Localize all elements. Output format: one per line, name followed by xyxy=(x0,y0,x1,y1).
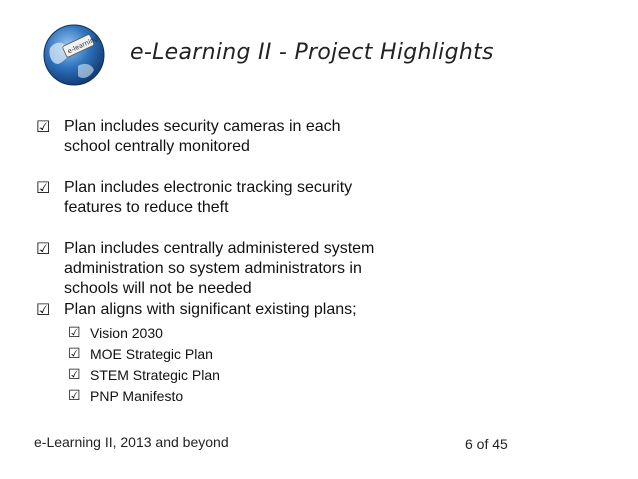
logo-text: e-learning xyxy=(66,34,100,56)
bullet-text xyxy=(64,117,464,157)
checkbox-icon: ☑ xyxy=(68,325,81,341)
checkbox-icon: ☑ xyxy=(68,367,81,383)
bullet-line: Plan includes security cameras in each xyxy=(64,118,341,135)
sub-bullet-text: PNP Manifesto xyxy=(90,388,184,404)
bullet-line: features to reduce theft xyxy=(64,199,229,216)
sub-bullet-text: STEM Strategic Plan xyxy=(90,367,220,383)
slide-title: e-Learning II - Project Highlights xyxy=(130,40,494,65)
bullet-line: schools will not be needed xyxy=(64,280,252,297)
checkbox-icon: ☑ xyxy=(68,346,81,362)
bullet-text xyxy=(64,239,464,299)
checkbox-icon: ☑ xyxy=(36,300,51,319)
footer-text: e-Learning II, 2013 and beyond xyxy=(34,434,229,450)
globe-logo-icon xyxy=(38,18,110,90)
page-number: 6 of 45 xyxy=(465,436,508,452)
sub-bullet-text: MOE Strategic Plan xyxy=(90,346,213,362)
sub-bullet-text: Vision 2030 xyxy=(90,325,163,341)
bullet-line: Plan includes centrally administered system xyxy=(64,240,375,257)
bullet-line: school centrally monitored xyxy=(64,138,250,155)
bullet-text xyxy=(64,178,464,218)
checkbox-icon: ☑ xyxy=(36,117,51,136)
bullet-text xyxy=(64,300,464,320)
checkbox-icon: ☑ xyxy=(36,178,51,197)
bullet-line: administration so system administrators in xyxy=(64,260,362,277)
checkbox-icon: ☑ xyxy=(36,239,51,258)
checkbox-icon: ☑ xyxy=(68,388,81,404)
bullet-line: Plan includes electronic tracking security xyxy=(64,179,353,196)
bullet-line: Plan aligns with significant existing plans; xyxy=(64,301,357,318)
